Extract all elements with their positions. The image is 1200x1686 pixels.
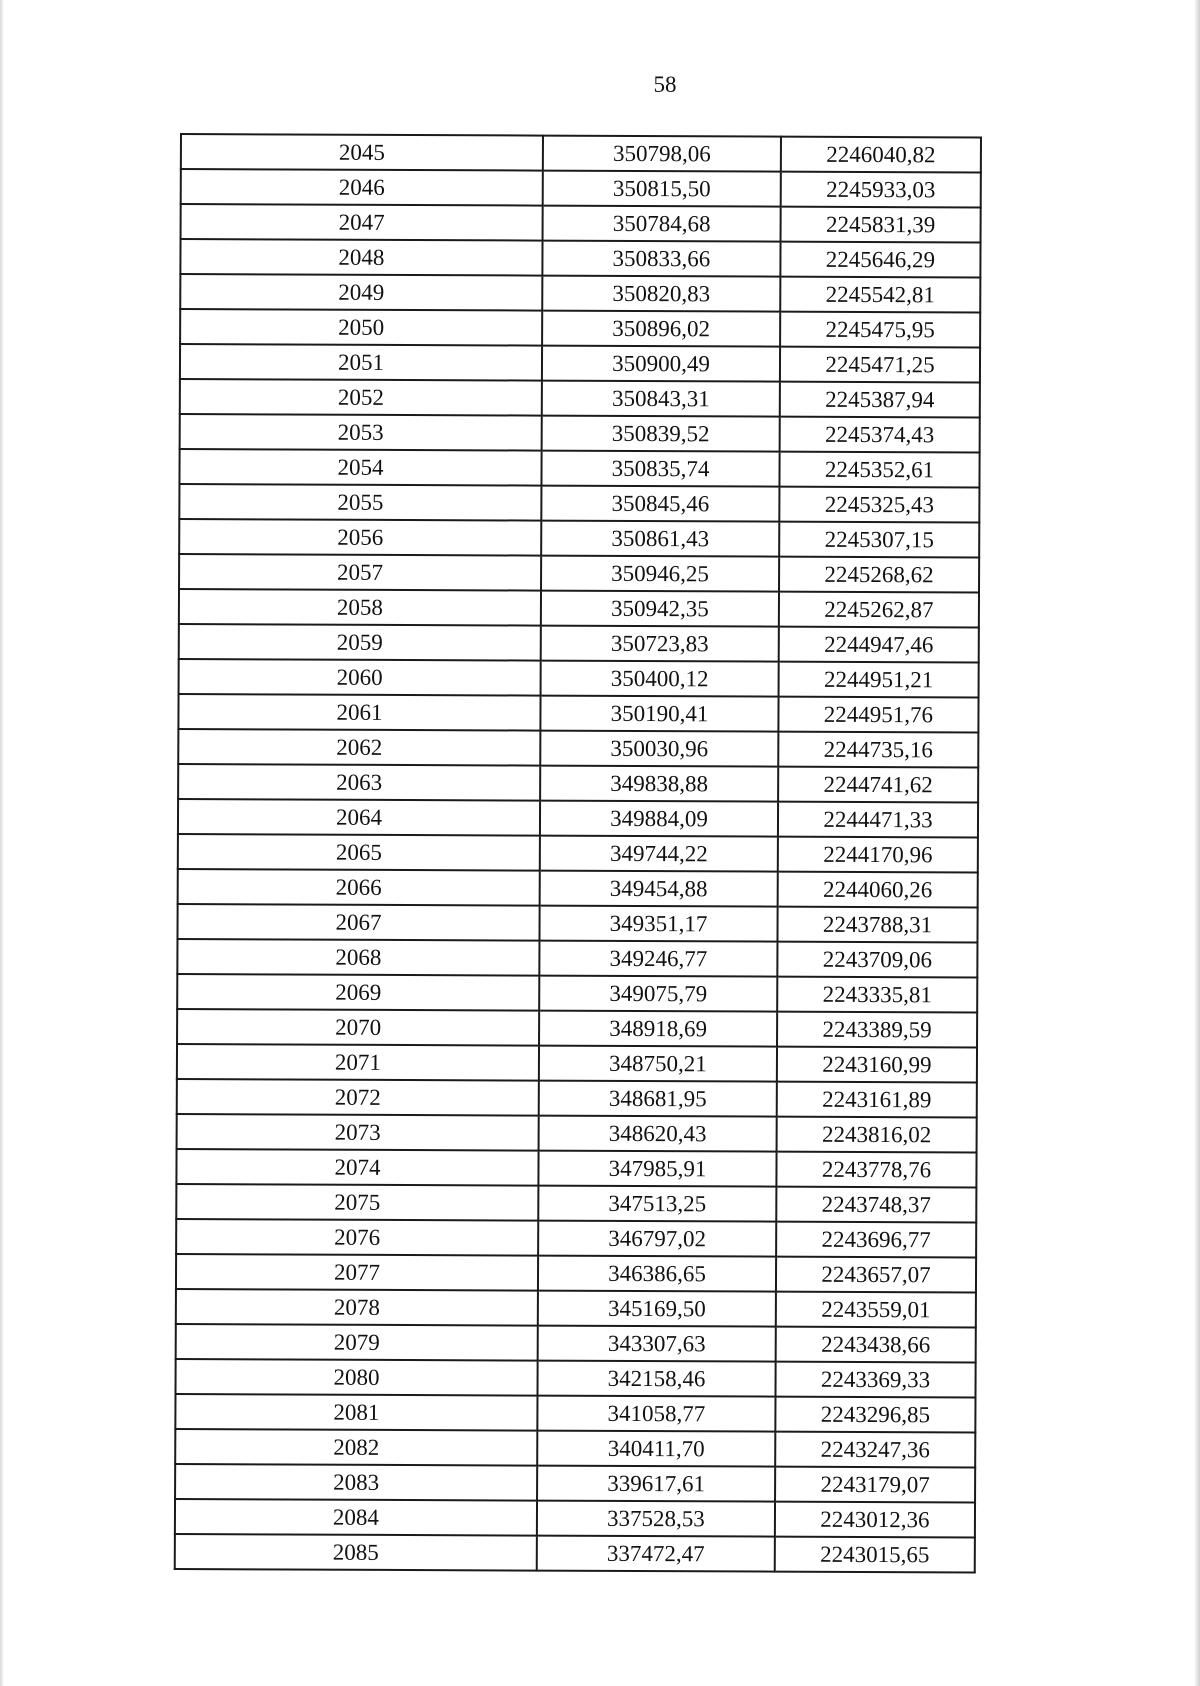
point-number-cell: 2057 bbox=[179, 554, 541, 591]
y-coordinate-cell: 2244951,21 bbox=[779, 662, 979, 698]
point-number-cell: 2080 bbox=[175, 1359, 537, 1396]
x-coordinate-cell: 350400,12 bbox=[541, 661, 779, 697]
x-coordinate-cell: 346386,65 bbox=[538, 1256, 776, 1292]
x-coordinate-cell: 341058,77 bbox=[537, 1396, 775, 1432]
y-coordinate-cell: 2243709,06 bbox=[777, 942, 977, 978]
y-coordinate-cell: 2243296,85 bbox=[775, 1397, 975, 1433]
y-coordinate-cell: 2243160,99 bbox=[777, 1047, 977, 1083]
point-number-cell: 2076 bbox=[176, 1219, 538, 1256]
table-row bbox=[175, 1499, 975, 1537]
table-row bbox=[178, 869, 978, 907]
y-coordinate-cell: 2245933,03 bbox=[781, 172, 981, 208]
table-row bbox=[180, 239, 980, 277]
y-coordinate-cell: 2243015,65 bbox=[775, 1537, 975, 1573]
x-coordinate-cell: 342158,46 bbox=[537, 1361, 775, 1397]
table-row bbox=[180, 309, 980, 347]
table-row bbox=[176, 1324, 976, 1362]
y-coordinate-cell: 2243696,77 bbox=[776, 1222, 976, 1258]
table-row bbox=[177, 974, 977, 1012]
x-coordinate-cell: 349744,22 bbox=[540, 836, 778, 872]
table-row bbox=[176, 1254, 976, 1292]
point-number-cell: 2069 bbox=[177, 974, 539, 1011]
x-coordinate-cell: 350835,74 bbox=[541, 451, 779, 487]
point-number-cell: 2059 bbox=[179, 624, 541, 661]
x-coordinate-cell: 348918,69 bbox=[539, 1011, 777, 1047]
point-number-cell: 2048 bbox=[180, 239, 542, 276]
x-coordinate-cell: 349454,88 bbox=[540, 871, 778, 907]
point-number-cell: 2071 bbox=[177, 1044, 539, 1081]
x-coordinate-cell: 343307,63 bbox=[538, 1326, 776, 1362]
y-coordinate-cell: 2245387,94 bbox=[780, 382, 980, 418]
x-coordinate-cell: 340411,70 bbox=[537, 1431, 775, 1467]
table-row bbox=[177, 1079, 977, 1117]
table-row bbox=[181, 134, 981, 172]
table-row bbox=[178, 834, 978, 872]
table-row bbox=[177, 904, 977, 942]
point-number-cell: 2049 bbox=[180, 274, 542, 311]
x-coordinate-cell: 350946,25 bbox=[541, 556, 779, 592]
y-coordinate-cell: 2243161,89 bbox=[777, 1082, 977, 1118]
point-number-cell: 2050 bbox=[180, 309, 542, 346]
table-row bbox=[179, 519, 979, 557]
table-row bbox=[177, 1044, 977, 1082]
x-coordinate-cell: 350798,06 bbox=[543, 136, 781, 172]
point-number-cell: 2062 bbox=[178, 729, 540, 766]
table-row bbox=[176, 1149, 976, 1187]
table-row bbox=[179, 554, 979, 592]
point-number-cell: 2054 bbox=[179, 449, 541, 486]
y-coordinate-cell: 2245542,81 bbox=[780, 277, 980, 313]
point-number-cell: 2077 bbox=[176, 1254, 538, 1291]
y-coordinate-cell: 2245475,95 bbox=[780, 312, 980, 348]
table-row bbox=[175, 1464, 975, 1502]
y-coordinate-cell: 2243788,31 bbox=[777, 907, 977, 943]
x-coordinate-cell: 350030,96 bbox=[540, 731, 778, 767]
x-coordinate-cell: 350843,31 bbox=[542, 381, 780, 417]
x-coordinate-cell: 346797,02 bbox=[538, 1221, 776, 1257]
x-coordinate-cell: 349351,17 bbox=[539, 906, 777, 942]
table-row bbox=[180, 379, 980, 417]
point-number-cell: 2083 bbox=[175, 1464, 537, 1501]
table-row bbox=[178, 764, 978, 802]
table-row bbox=[177, 1114, 977, 1152]
x-coordinate-cell: 349838,88 bbox=[540, 766, 778, 802]
point-number-cell: 2065 bbox=[178, 834, 540, 871]
y-coordinate-cell: 2245307,15 bbox=[779, 522, 979, 558]
y-coordinate-cell: 2243012,36 bbox=[775, 1502, 975, 1538]
table-row bbox=[179, 624, 979, 662]
x-coordinate-cell: 339617,61 bbox=[537, 1466, 775, 1502]
table-row bbox=[177, 1009, 977, 1047]
point-number-cell: 2085 bbox=[175, 1534, 537, 1571]
table-row bbox=[176, 1184, 976, 1222]
x-coordinate-cell: 349884,09 bbox=[540, 801, 778, 837]
y-coordinate-cell: 2245646,29 bbox=[780, 242, 980, 278]
y-coordinate-cell: 2243748,37 bbox=[776, 1187, 976, 1223]
x-coordinate-cell: 349246,77 bbox=[539, 941, 777, 977]
point-number-cell: 2058 bbox=[179, 589, 541, 626]
y-coordinate-cell: 2245374,43 bbox=[780, 417, 980, 453]
y-coordinate-cell: 2243389,59 bbox=[777, 1012, 977, 1048]
point-number-cell: 2068 bbox=[177, 939, 539, 976]
y-coordinate-cell: 2245471,25 bbox=[780, 347, 980, 383]
x-coordinate-cell: 347513,25 bbox=[538, 1186, 776, 1222]
table-row bbox=[180, 344, 980, 382]
x-coordinate-cell: 350896,02 bbox=[542, 311, 780, 347]
point-number-cell: 2074 bbox=[176, 1149, 538, 1186]
y-coordinate-cell: 2245262,87 bbox=[779, 592, 979, 628]
table-row bbox=[181, 169, 981, 207]
table-row bbox=[179, 589, 979, 627]
table-row bbox=[181, 204, 981, 242]
y-coordinate-cell: 2246040,82 bbox=[781, 137, 981, 173]
x-coordinate-cell: 348681,95 bbox=[539, 1081, 777, 1117]
point-number-cell: 2073 bbox=[177, 1114, 539, 1151]
point-number-cell: 2081 bbox=[175, 1394, 537, 1431]
x-coordinate-cell: 350815,50 bbox=[543, 171, 781, 207]
table-row bbox=[175, 1534, 975, 1572]
y-coordinate-cell: 2244741,62 bbox=[778, 767, 978, 803]
scan-edge-left bbox=[0, 0, 4, 1686]
y-coordinate-cell: 2244471,33 bbox=[778, 802, 978, 838]
x-coordinate-cell: 348620,43 bbox=[539, 1116, 777, 1152]
y-coordinate-cell: 2243369,33 bbox=[775, 1362, 975, 1398]
point-number-cell: 2047 bbox=[181, 204, 543, 241]
y-coordinate-cell: 2244060,26 bbox=[778, 872, 978, 908]
table-row bbox=[179, 484, 979, 522]
x-coordinate-cell: 345169,50 bbox=[538, 1291, 776, 1327]
table-row bbox=[175, 1429, 975, 1467]
point-number-cell: 2053 bbox=[180, 414, 542, 451]
point-number-cell: 2063 bbox=[178, 764, 540, 801]
point-number-cell: 2051 bbox=[180, 344, 542, 381]
point-number-cell: 2082 bbox=[175, 1429, 537, 1466]
x-coordinate-cell: 350723,83 bbox=[541, 626, 779, 662]
x-coordinate-cell: 350942,35 bbox=[541, 591, 779, 627]
point-number-cell: 2060 bbox=[179, 659, 541, 696]
point-number-cell: 2066 bbox=[178, 869, 540, 906]
table-row bbox=[175, 1359, 975, 1397]
x-coordinate-cell: 337472,47 bbox=[537, 1536, 775, 1572]
x-coordinate-cell: 350861,43 bbox=[541, 521, 779, 557]
point-number-cell: 2079 bbox=[176, 1324, 538, 1361]
x-coordinate-cell: 350784,68 bbox=[543, 206, 781, 242]
y-coordinate-cell: 2245831,39 bbox=[781, 207, 981, 243]
x-coordinate-cell: 350820,83 bbox=[542, 276, 780, 312]
y-coordinate-cell: 2244951,76 bbox=[778, 697, 978, 733]
x-coordinate-cell: 347985,91 bbox=[538, 1151, 776, 1187]
point-number-cell: 2070 bbox=[177, 1009, 539, 1046]
table-row bbox=[176, 1289, 976, 1327]
x-coordinate-cell: 350900,49 bbox=[542, 346, 780, 382]
table-row bbox=[180, 414, 980, 452]
x-coordinate-cell: 337528,53 bbox=[537, 1501, 775, 1537]
point-number-cell: 2067 bbox=[177, 904, 539, 941]
y-coordinate-cell: 2243657,07 bbox=[776, 1257, 976, 1293]
x-coordinate-cell: 349075,79 bbox=[539, 976, 777, 1012]
scan-edge-right bbox=[1194, 0, 1200, 1686]
y-coordinate-cell: 2243778,76 bbox=[776, 1152, 976, 1188]
table-row bbox=[175, 1394, 975, 1432]
x-coordinate-cell: 348750,21 bbox=[539, 1046, 777, 1082]
point-number-cell: 2084 bbox=[175, 1499, 537, 1536]
point-number-cell: 2046 bbox=[181, 169, 543, 206]
point-number-cell: 2061 bbox=[178, 694, 540, 731]
y-coordinate-cell: 2244735,16 bbox=[778, 732, 978, 768]
table-row bbox=[176, 1219, 976, 1257]
x-coordinate-cell: 350839,52 bbox=[542, 416, 780, 452]
y-coordinate-cell: 2243816,02 bbox=[777, 1117, 977, 1153]
point-number-cell: 2056 bbox=[179, 519, 541, 556]
coordinates-table-body bbox=[175, 134, 981, 1572]
y-coordinate-cell: 2245268,62 bbox=[779, 557, 979, 593]
table-row bbox=[178, 799, 978, 837]
table-row bbox=[179, 449, 979, 487]
x-coordinate-cell: 350845,46 bbox=[541, 486, 779, 522]
coordinates-table bbox=[174, 133, 982, 1573]
y-coordinate-cell: 2243247,36 bbox=[775, 1432, 975, 1468]
y-coordinate-cell: 2245352,61 bbox=[779, 452, 979, 488]
table-row bbox=[177, 939, 977, 977]
point-number-cell: 2075 bbox=[176, 1184, 538, 1221]
point-number-cell: 2055 bbox=[179, 484, 541, 521]
point-number-cell: 2078 bbox=[176, 1289, 538, 1326]
point-number-cell: 2072 bbox=[177, 1079, 539, 1116]
point-number-cell: 2045 bbox=[181, 134, 543, 171]
y-coordinate-cell: 2243438,66 bbox=[776, 1327, 976, 1363]
page-number: 58 bbox=[653, 72, 677, 97]
point-number-cell: 2064 bbox=[178, 799, 540, 836]
table-row bbox=[178, 694, 978, 732]
table-row bbox=[178, 729, 978, 767]
x-coordinate-cell: 350190,41 bbox=[540, 696, 778, 732]
x-coordinate-cell: 350833,66 bbox=[542, 241, 780, 277]
y-coordinate-cell: 2243179,07 bbox=[775, 1467, 975, 1503]
y-coordinate-cell: 2244170,96 bbox=[778, 837, 978, 873]
y-coordinate-cell: 2244947,46 bbox=[779, 627, 979, 663]
y-coordinate-cell: 2243335,81 bbox=[777, 977, 977, 1013]
point-number-cell: 2052 bbox=[180, 379, 542, 416]
table-row bbox=[179, 659, 979, 697]
y-coordinate-cell: 2243559,01 bbox=[776, 1292, 976, 1328]
y-coordinate-cell: 2245325,43 bbox=[779, 487, 979, 523]
table-row bbox=[180, 274, 980, 312]
